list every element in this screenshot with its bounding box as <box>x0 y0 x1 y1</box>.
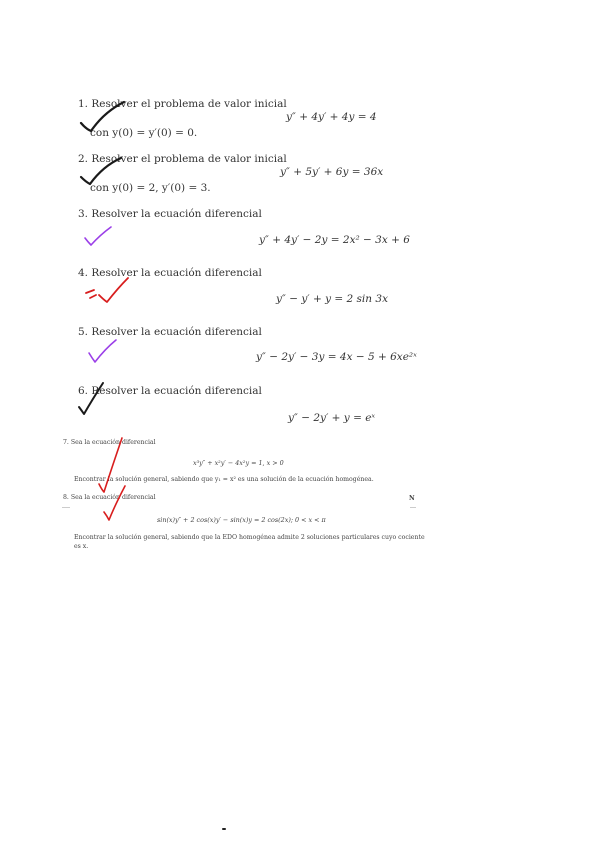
problem-2-condition: con y(0) = 2, y′(0) = 3. <box>90 182 211 194</box>
check-mark-3 <box>85 227 111 245</box>
check-mark-1 <box>81 102 124 131</box>
problem-1-equation: y″ + 4y′ + 4y = 4 <box>286 111 377 123</box>
problem-8-margin-mark: N <box>409 495 415 502</box>
problem-7-equation: x³y″ + x²y′ − 4x²y = 1, x > 0 <box>193 459 284 467</box>
problem-6-statement: 6. Resolver la ecuación diferencial <box>78 385 262 397</box>
check-mark-7 <box>99 438 122 492</box>
problem-2-statement: 2. Resolver el problema de valor inicial <box>78 153 287 165</box>
problem-7-note: Encontrar la solución general, sabiendo que y₁ = x² es una solución de la ecuación homogénea. <box>74 476 374 483</box>
check-mark-2 <box>81 158 121 184</box>
check-mark-5 <box>89 340 116 362</box>
check-mark-4 <box>86 278 128 302</box>
problem-3-statement: 3. Resolver la ecuación diferencial <box>78 208 262 220</box>
problem-8-statement: 8. Sea la ecuación diferencial <box>63 494 156 501</box>
problem-4-statement: 4. Resolver la ecuación diferencial <box>78 267 262 279</box>
problem-6-equation: y″ − 2y′ + y = eˣ <box>288 412 376 424</box>
problem-5-statement: 5. Resolver la ecuación diferencial <box>78 326 262 338</box>
problem-3-equation: y″ + 4y′ − 2y = 2x² − 3x + 6 <box>259 234 410 246</box>
problem-8-note-line2: es x. <box>74 543 89 550</box>
check-mark-6 <box>79 383 103 414</box>
check-mark-8 <box>104 486 125 520</box>
problem-7-statement: 7. Sea la ecuación diferencial <box>63 439 156 446</box>
problem-4-equation: y″ − y′ + y = 2 sin 3x <box>276 293 388 305</box>
problem-8-note-line1: Encontrar la solución general, sabiendo que la EDO homogénea admite 2 soluciones particulares cuyo cociente <box>74 534 425 541</box>
problem-2-equation: y″ + 5y′ + 6y = 36x <box>280 166 384 178</box>
problem-5-equation: y″ − 2y′ − 3y = 4x − 5 + 6xe²ˣ <box>256 351 417 363</box>
problem-1-condition: con y(0) = y′(0) = 0. <box>90 127 198 139</box>
problem-1-statement: 1. Resolver el problema de valor inicial <box>78 98 287 110</box>
problem-8-equation: sin(x)y″ + 2 cos(x)y′ − sin(x)y = 2 cos(2x); 0 < x < π <box>157 516 326 524</box>
